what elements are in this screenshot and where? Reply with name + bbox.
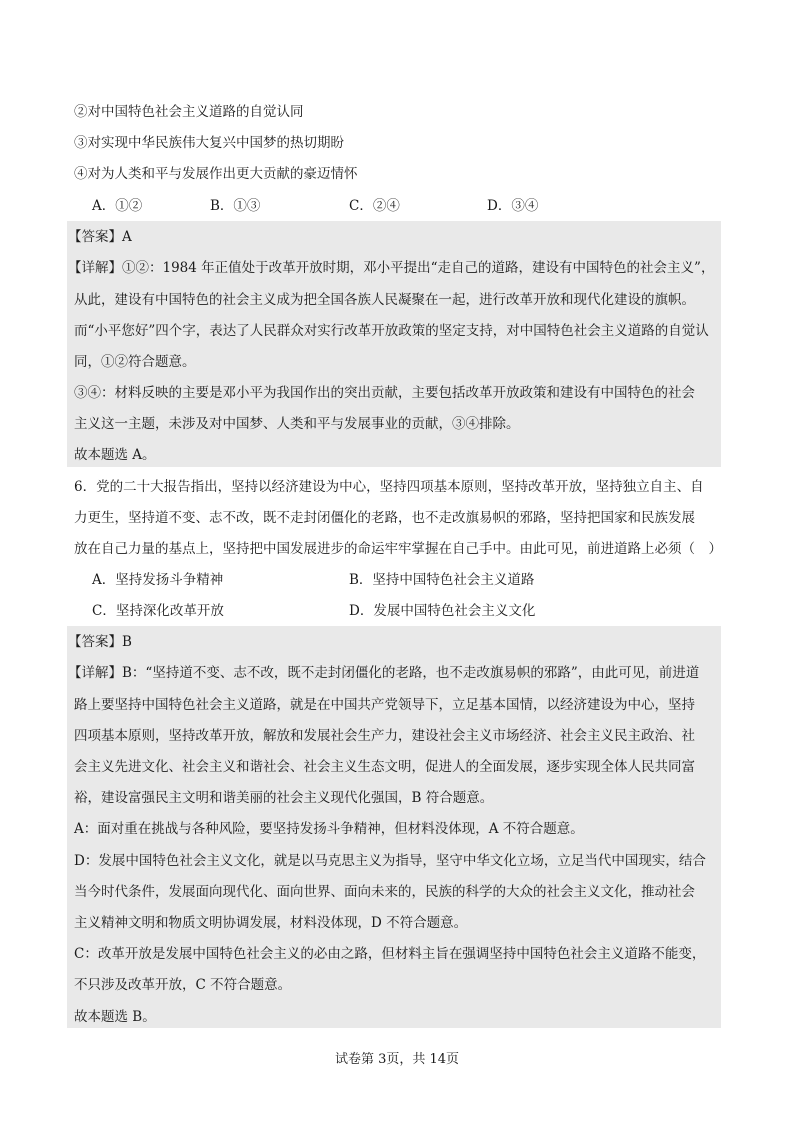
q5-answer: 【答案】A bbox=[68, 229, 132, 245]
q5-analysis-line: ③④：材料反映的主要是邓小平为我国作出的突出贡献，主要包括改革开放政策和建设有中国特色的社会 bbox=[74, 385, 695, 401]
q5-option-b: B．①③ bbox=[210, 198, 261, 214]
q5-analysis-line: 主义这一主题，未涉及对中国梦、人类和平与发展事业的贡献，③④排除。 bbox=[74, 416, 520, 432]
q6-analysis-line: 【详解】B：“坚持道不变、志不改，既不走封闭僵化的老路，也不走改旗易帜的邪路”，由此可见，前进道 bbox=[68, 665, 700, 681]
q5-option-c: C．②④ bbox=[349, 198, 400, 214]
q6-stem-line: 力更生，坚持道不变、志不改，既不走封闭僵化的老路，也不走改旗易帜的邪路，坚持把国家和民族发展 bbox=[74, 510, 695, 526]
q6-stem-line: 放在自己力量的基点上，坚持把中国发展进步的命运牢牢掌握在自己手中。由此可见，前进道路上必须（ ） bbox=[74, 541, 722, 557]
q5-item-4: ④对为人类和平与发展作出更大贡献的豪迈情怀 bbox=[74, 166, 358, 182]
page-footer: 试卷第 3页，共 14页 bbox=[334, 1052, 460, 1067]
q6-analysis-line: 故本题选 B。 bbox=[74, 1009, 156, 1025]
q6-analysis-line: A：面对重在挑战与各种风险，要坚持发扬斗争精神，但材料没体现，A 不符合题意。 bbox=[74, 821, 584, 837]
q5-option-a: A．①② bbox=[92, 198, 143, 214]
q6-analysis-line: C：改革开放是发展中国特色社会主义的必由之路，但材料主旨在强调坚持中国特色社会主义道路不能变， bbox=[74, 946, 706, 962]
q6-answer: 【答案】B bbox=[68, 634, 132, 650]
q6-analysis-line: 主义精神文明和物质文明协调发展，材料没体现，D 不符合题意。 bbox=[74, 915, 468, 931]
q6-option-d: D．发展中国特色社会主义文化 bbox=[349, 603, 536, 619]
q6-option-a: A．坚持发扬斗争精神 bbox=[92, 572, 224, 588]
q5-analysis-line: 同，①②符合题意。 bbox=[74, 354, 196, 370]
q6-analysis-line: D：发展中国特色社会主义文化，就是以马克思主义为指导，坚守中华文化立场，立足当代中国现实，结合 bbox=[74, 853, 706, 869]
q6-stem-line: 6．党的二十大报告指出，坚持以经济建设为中心，坚持四项基本原则，坚持改革开放，坚持独立自主、自 bbox=[74, 479, 704, 495]
q6-analysis-line: 四项基本原则，坚持改革开放，解放和发展社会生产力，建设社会主义市场经济、社会主义民主政治、社 bbox=[74, 728, 695, 744]
q6-analysis-line: 当今时代条件，发展面向现代化、面向世界、面向未来的，民族的科学的大众的社会主义文化，推动社会 bbox=[74, 884, 695, 900]
q6-option-b: B．坚持中国特色社会主义道路 bbox=[349, 572, 535, 588]
q6-option-c: C．坚持深化改革开放 bbox=[92, 603, 224, 619]
q6-analysis-line: 路上要坚持中国特色社会主义道路，就是在中国共产党领导下，立足基本国情，以经济建设为中心，坚持 bbox=[74, 697, 695, 713]
q5-analysis-line: 【详解】①②：1984 年正值处于改革开放时期，邓小平提出“走自己的道路，建设有中国特色的社会主义”， bbox=[68, 260, 715, 276]
q5-option-d: D．③④ bbox=[487, 198, 539, 214]
q5-analysis-line: 从此，建设有中国特色的社会主义成为把全国各族人民凝聚在一起，进行改革开放和现代化建设的旗帜。 bbox=[74, 292, 695, 308]
q5-analysis-line: 而“小平您好”四个字，表达了人民群众对实行改革开放政策的坚定支持，对中国特色社会主义道路的自觉认 bbox=[74, 323, 709, 339]
q5-item-3: ③对实现中华民族伟大复兴中国梦的热切期盼 bbox=[74, 135, 344, 151]
q6-analysis-line: 裕，建设富强民主文明和谐美丽的社会主义现代化强国，B 符合题意。 bbox=[74, 790, 494, 806]
q5-item-2: ②对中国特色社会主义道路的自觉认同 bbox=[74, 104, 304, 120]
q6-analysis-line: 会主义先进文化、社会主义和谐社会、社会主义生态文明，促进人的全面发展，逐步实现全体人民共同富 bbox=[74, 759, 695, 775]
q5-analysis-line: 故本题选 A。 bbox=[74, 447, 156, 463]
q6-analysis-line: 不只涉及改革开放，C 不符合题意。 bbox=[74, 977, 292, 993]
